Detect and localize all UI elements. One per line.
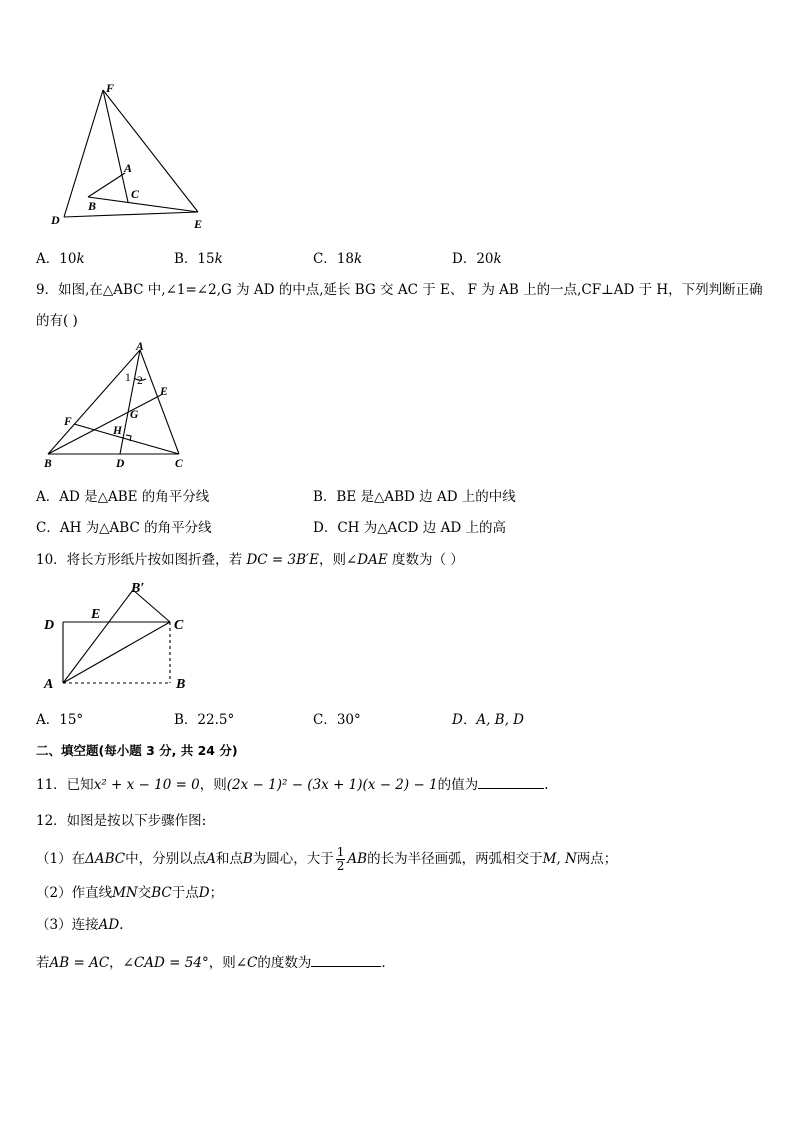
- q9-line-fc: [74, 424, 179, 454]
- q12-step2: （2）作直线MN交BC于点D；: [36, 885, 224, 901]
- q10-label-e: E: [91, 607, 101, 622]
- q9-label-1: 1: [125, 372, 131, 384]
- q8-label-d: D: [51, 213, 60, 227]
- q9-option-a: A．AD 是△ABE 的角平分线: [36, 489, 210, 505]
- q9-label-h: H: [113, 425, 122, 437]
- q10-option-c: C．30°: [313, 712, 361, 728]
- q12-intro: 12．如图是按以下步骤作图:: [36, 813, 207, 829]
- q10-line-ab-prime: [63, 590, 133, 683]
- q12-step3: （3）连接AD.: [36, 917, 124, 933]
- q11-answer-blank[interactable]: [478, 774, 544, 789]
- q8-label-b: B: [88, 199, 97, 213]
- q9-stem-line1: 9．如图,在△ABC 中,∠1=∠2,G 为 AD 的中点,延长 BG 交 AC 于 E、 F 为 AB 上的一点,CF⊥AD 于 H，下列判断正确: [36, 282, 763, 298]
- q10-label-b: B: [176, 677, 186, 692]
- q8-label-f: F: [106, 81, 115, 95]
- q8-label-a: A: [124, 161, 133, 175]
- q9-option-b: B．BE 是△ABD 边 AD 上的中线: [313, 489, 516, 505]
- q12-fraction: $\frac{1}{2}$: [336, 845, 345, 873]
- q12-condition: 若AB = AC，∠CAD = 54°，则∠C的度数为 .: [36, 952, 386, 972]
- q9-stem-line2: 的有( ): [36, 313, 78, 329]
- q10-label-d: D: [44, 618, 55, 633]
- q9-line-ac: [140, 350, 179, 454]
- q10-option-b: B．22.5°: [174, 712, 235, 728]
- q10-figure: [36, 578, 201, 693]
- q8-line-fe: [103, 90, 198, 212]
- q10-label-b-prime: B′: [131, 581, 145, 596]
- q10-option-d: D．A, B, D: [452, 712, 524, 728]
- q8-option-a: A．10k: [36, 251, 85, 267]
- q10-label-c: C: [174, 618, 184, 633]
- q9-label-b: B: [44, 458, 52, 470]
- q10-label-a: A: [44, 677, 54, 692]
- q8-label-e: E: [194, 217, 203, 231]
- section2-title: 二、填空题(每小题 3 分, 共 24 分): [36, 743, 238, 758]
- q8-figure: [40, 80, 220, 235]
- q9-label-e: E: [160, 386, 168, 398]
- q9-label-a: A: [136, 341, 144, 353]
- q8-line-ab: [88, 173, 125, 197]
- q8-option-b: B．15k: [174, 251, 223, 267]
- q10-line-ac: [63, 622, 170, 683]
- q9-label-g: G: [130, 409, 139, 421]
- q9-figure: [36, 338, 201, 473]
- q10-option-a: A．15°: [36, 712, 84, 728]
- q12-step1: （1）在ΔABC中，分别以点A和点B为圆心，大于 $\frac{1}{2}$ AB的长为半径画弧，两弧相交于M, N两点；: [36, 845, 618, 873]
- q8-option-d: D．20k: [452, 251, 502, 267]
- q9-label-c: C: [175, 458, 183, 470]
- q8-option-c: C．18k: [313, 251, 363, 267]
- q12-answer-blank[interactable]: [311, 952, 381, 967]
- q10-stem: 10．将长方形纸片按如图折叠，若 DC = 3B′E，则∠DAE 度数为（ ）: [36, 552, 464, 568]
- q8-label-c: C: [131, 187, 140, 201]
- q8-line-de: [64, 212, 198, 217]
- q9-option-d: D．CH 为△ACD 边 AD 上的高: [313, 520, 506, 536]
- q9-label-2: 2: [137, 375, 143, 387]
- q9-label-f: F: [64, 416, 72, 428]
- q9-option-c: C．AH 为△ABC 的角平分线: [36, 520, 212, 536]
- q11-stem: 11．已知x² + x − 10 = 0，则(2x − 1)² − (3x + 1)(x − 2) − 1的值为 .: [36, 774, 548, 794]
- q8-line-be: [88, 197, 198, 212]
- q9-label-d: D: [116, 458, 125, 470]
